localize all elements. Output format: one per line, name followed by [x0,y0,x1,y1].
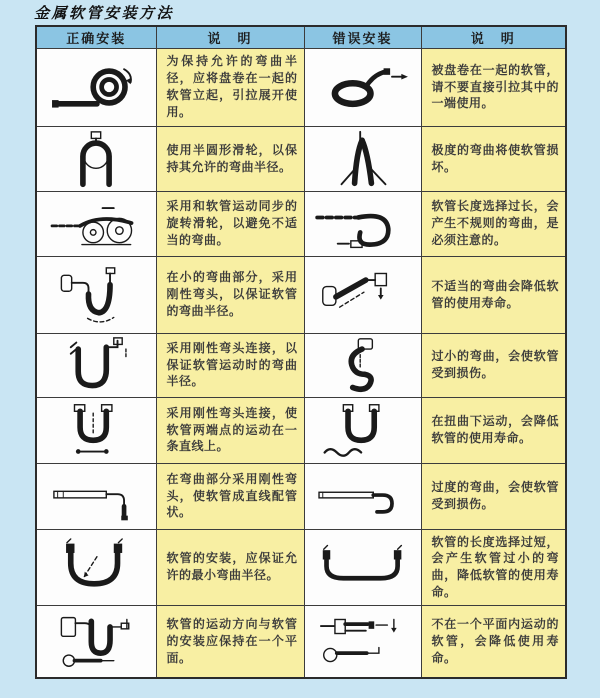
hose-too-short-icon [310,538,416,596]
hose-semicircular-pulley-icon [43,130,149,188]
wrong-install-figure [304,397,421,463]
hose-elbow-connection-icon [43,336,149,394]
header-wrong-description: 说 明 [421,26,566,48]
correct-install-description: 在弯曲部分采用刚性弯头，使软管成直线配管状。 [156,463,304,529]
hose-rigid-elbow-small-bend-icon [43,266,149,324]
wrong-install-figure [304,126,421,191]
table-row [36,605,566,678]
header-row [36,26,566,48]
hose-coil-pulled-icon [310,58,416,116]
wrong-install-figure [304,333,421,397]
correct-install-figure [36,256,156,333]
hose-table-body [36,48,566,678]
correct-install-description: 采用和软管运动同步的旋转滑轮，以避免不适当的弯曲。 [156,191,304,256]
installation-table [35,25,567,679]
table-row [36,256,566,333]
header-correct-description: 说 明 [156,26,304,48]
wrong-install-description: 极度的弯曲将使软管损坏。 [421,126,566,191]
hose-same-plane-icon [43,612,149,670]
wrong-install-figure [304,463,421,529]
correct-install-figure [36,48,156,126]
hose-min-bend-radius-icon [43,538,149,596]
wrong-install-figure [304,48,421,126]
correct-install-description: 使用半圆形滑轮，以保持其允许的弯曲半径。 [156,126,304,191]
table-row [36,333,566,397]
table-row [36,126,566,191]
wrong-install-description: 软管长度选择过长，会产生不规则的弯曲，是必须注意的。 [421,191,566,256]
wrong-install-description: 过度的弯曲，会使软管受到损伤。 [421,463,566,529]
correct-install-description: 采用刚性弯头连接，使软管两端点的运动在一条直线上。 [156,397,304,463]
correct-install-figure [36,126,156,191]
hose-inline-motion-icon [43,401,149,459]
page-title: 金属软管安装方法 [34,4,175,22]
wrong-install-description: 不在一个平面内运动的软管，会降低使用寿命。 [421,605,566,678]
wrong-install-description: 被盘卷在一起的软管，请不要直接引拉其中的一端使用。 [421,48,566,126]
hose-extreme-bend-icon [310,130,416,188]
correct-install-figure [36,333,156,397]
correct-install-figure [36,529,156,605]
correct-install-description: 软管的运动方向与软管的安装应保持在一个平面。 [156,605,304,678]
table-row [36,529,566,605]
table-row [36,48,566,126]
hose-off-plane-icon [310,612,416,670]
hose-over-bend-icon [310,467,416,525]
correct-install-figure [36,191,156,256]
hose-twisted-motion-icon [310,401,416,459]
wrong-install-figure [304,529,421,605]
hose-coil-upright-icon [43,58,149,116]
hose-too-small-bend-icon [310,336,416,394]
correct-install-description: 采用刚性弯头连接，以保证软管运动时的弯曲半径。 [156,333,304,397]
table-row [36,397,566,463]
correct-install-figure [36,605,156,678]
hose-improper-bend-icon [310,266,416,324]
table-row [36,191,566,256]
wrong-install-description: 软管的长度选择过短，会产生软管过小的弯曲，降低软管的使用寿命。 [421,529,566,605]
correct-install-description: 为保持允许的弯曲半径，应将盘卷在一起的软管立起，引拉展开使用。 [156,48,304,126]
hose-straight-piping-icon [43,467,149,525]
hose-excess-length-icon [310,195,416,253]
correct-install-description: 软管的安装，应保证允许的最小弯曲半径。 [156,529,304,605]
wrong-install-description: 在扭曲下运动，会降低软管的使用寿命。 [421,397,566,463]
wrong-install-description: 不适当的弯曲会降低软管的使用寿命。 [421,256,566,333]
correct-install-figure [36,397,156,463]
correct-install-description: 在小的弯曲部分，采用刚性弯头，以保证软管的弯曲半径。 [156,256,304,333]
header-wrong-install: 错误安装 [304,26,421,48]
wrong-install-figure [304,256,421,333]
table-row [36,463,566,529]
hose-rotating-pulleys-icon [43,195,149,253]
wrong-install-description: 过小的弯曲，会使软管受到损伤。 [421,333,566,397]
wrong-install-figure [304,191,421,256]
header-correct-install: 正确安装 [36,26,156,48]
correct-install-figure [36,463,156,529]
wrong-install-figure [304,605,421,678]
